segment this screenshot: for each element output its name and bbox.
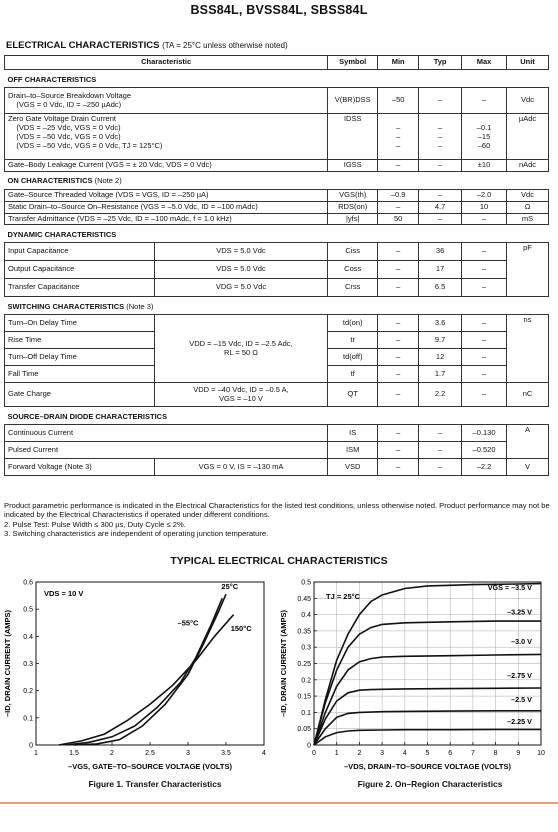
typ-value: –	[438, 122, 443, 132]
x-tick-label: 8	[493, 750, 498, 757]
unit-cell: mS	[507, 213, 549, 225]
min-cell: –	[378, 261, 419, 279]
cond-cell	[154, 315, 328, 383]
max-value: –60	[477, 140, 491, 150]
x-tick-label: 2	[357, 750, 362, 757]
typ-cell: 3.6	[419, 315, 462, 332]
typ-cell: –	[419, 442, 462, 459]
max-cell: –2.0	[462, 189, 507, 201]
y-tick-label: 0.1	[301, 709, 311, 717]
section-note: (Note 3)	[126, 301, 154, 311]
x-tick-label: 0	[312, 750, 316, 757]
table-row	[5, 213, 549, 225]
symbol-cell: |yfs|	[328, 213, 378, 225]
section-source-drain	[5, 407, 549, 425]
min-cell: –0.9	[378, 189, 419, 201]
char-cell: Pulsed Current	[5, 442, 328, 459]
table-row	[5, 442, 549, 459]
min-cell: –	[378, 349, 419, 366]
y-tick-label: 0.3	[301, 644, 311, 652]
series-label: –2.25 V	[507, 716, 532, 726]
table-row	[5, 189, 549, 201]
symbol-cell: VGS(th)	[328, 189, 378, 201]
max-cell: –2.2	[462, 459, 507, 476]
figure-1-caption: Figure 1. Transfer Characteristics	[88, 779, 222, 789]
min-cell: –	[378, 332, 419, 349]
notes	[4, 501, 552, 539]
x-tick-label: 1	[34, 750, 38, 757]
y-tick-label: 0.4	[23, 633, 33, 641]
char-cell	[5, 114, 328, 160]
max-cell: –0.520	[462, 442, 507, 459]
typ-cell: 12	[419, 349, 462, 366]
char-cell: Rise Time	[5, 332, 155, 349]
max-cell: –	[462, 261, 507, 279]
col-min: Min	[378, 56, 419, 70]
footer-rule	[0, 802, 558, 804]
symbol-cell: Crss	[328, 279, 378, 297]
section-title-text: SWITCHING CHARACTERISTICS	[7, 301, 125, 311]
min-cell: –	[378, 160, 419, 172]
page-title: BSS84L, BVSS84L, SBSS84L	[190, 3, 368, 17]
min-cell	[378, 114, 419, 160]
typ-cell: –	[419, 88, 462, 114]
typ-cell	[419, 114, 462, 160]
symbol-cell: tr	[328, 332, 378, 349]
series-label: 25°C	[221, 581, 239, 591]
series-label: VGS = –3.5 V	[487, 583, 532, 593]
unit-cell: Vdc	[507, 189, 549, 201]
min-cell: –	[378, 279, 419, 297]
section-title	[5, 171, 549, 189]
col-max: Max	[462, 56, 507, 70]
table-row	[5, 383, 549, 407]
char-cell: Static Drain–to–Source On–Resistance (VGS = –5.0 Vdc, ID = –100 mAdc)	[5, 201, 328, 213]
section-title: DYNAMIC CHARACTERISTICS	[5, 225, 549, 243]
col-characteristic: Characteristic	[5, 56, 328, 70]
char-cond: (VDS = –25 Vdc, VGS = 0 Vdc)	[16, 122, 121, 132]
typ-cell: –	[419, 425, 462, 442]
unit-cell: ns	[507, 315, 549, 383]
symbol-cell: IS	[328, 425, 378, 442]
typ-cell: 36	[419, 243, 462, 261]
cond-cell: VDS = 5.0 Vdc	[154, 261, 328, 279]
typ-cell: –	[419, 160, 462, 172]
x-tick-label: 3	[186, 750, 190, 757]
cond-line: RL = 50 Ω	[224, 347, 258, 357]
cond-cell: VDS = 5.0 Vdc	[154, 243, 328, 261]
section-off	[5, 70, 549, 88]
min-value: –	[396, 122, 401, 132]
y-tick-label: 0	[29, 742, 33, 750]
section-dynamic	[5, 225, 549, 243]
max-cell: –	[462, 315, 507, 332]
min-cell: –	[378, 442, 419, 459]
min-cell: –	[378, 315, 419, 332]
series-label: –3.25 V	[507, 607, 532, 617]
table-header	[5, 56, 549, 70]
cond-line: VGS = –10 V	[218, 393, 263, 403]
typ-value: –	[438, 140, 443, 150]
y-tick-label: 0.15	[297, 693, 311, 701]
unit-cell: nAdc	[507, 160, 549, 172]
table-row	[5, 459, 549, 476]
electrical-title-text: ELECTRICAL CHARACTERISTICS	[6, 40, 160, 51]
table-row	[5, 160, 549, 172]
figure-2-caption: Figure 2. On–Region Characteristics	[357, 779, 503, 789]
symbol-cell: ISM	[328, 442, 378, 459]
char-cell: Continuous Current	[5, 425, 328, 442]
electrical-condition: (TA = 25°C unless otherwise noted)	[162, 41, 288, 50]
char-cell: Output Capacitance	[5, 261, 155, 279]
on-region-chart	[278, 570, 558, 788]
symbol-cell: RDS(on)	[328, 201, 378, 213]
min-cell: –	[378, 383, 419, 407]
symbol-cell: Coss	[328, 261, 378, 279]
x-tick-label: 1.5	[69, 750, 79, 757]
symbol-cell: td(off)	[328, 349, 378, 366]
unit-cell: V	[507, 459, 549, 476]
y-tick-label: 0.45	[297, 595, 311, 603]
section-title: SOURCE–DRAIN DIODE CHARACTERISTICS	[5, 407, 549, 425]
series-line	[66, 598, 222, 745]
x-tick-label: 3	[380, 750, 385, 757]
char-name: Drain–to–Source Breakdown Voltage	[8, 90, 131, 100]
typ-value: –	[438, 131, 443, 141]
section-note: (Note 2)	[94, 176, 122, 186]
max-cell: –	[462, 349, 507, 366]
x-tick-label: 5	[425, 750, 430, 757]
max-cell: –	[462, 366, 507, 383]
section-switching	[5, 297, 549, 315]
symbol-cell: QT	[328, 383, 378, 407]
y-tick-label: 0.3	[23, 661, 33, 668]
y-tick-label: 0.5	[23, 606, 33, 614]
unit-cell: Ω	[507, 201, 549, 213]
min-cell: –	[378, 201, 419, 213]
min-cell: –50	[378, 88, 419, 114]
table-row	[5, 261, 549, 279]
min-cell: 50	[378, 213, 419, 225]
max-cell: –	[462, 243, 507, 261]
cond-cell: VDG = 5.0 Vdc	[154, 279, 328, 297]
x-axis-label: –VGS, GATE–TO–SOURCE VOLTAGE (VOLTS)	[68, 762, 232, 771]
y-tick-label: 0.1	[23, 715, 33, 723]
y-axis-label: –ID, DRAIN CURRENT (AMPS)	[279, 609, 288, 718]
typical-title: TYPICAL ELECTRICAL CHARACTERISTICS	[170, 555, 388, 567]
max-cell: ±10	[462, 160, 507, 172]
plot-frame	[36, 582, 264, 745]
char-cell: Turn–On Delay Time	[5, 315, 155, 332]
cond-line: VDD = –40 Vdc, ID = –0.5 A,	[193, 385, 289, 395]
x-tick-label: 1	[334, 750, 339, 757]
char-cond: (VDS = –50 Vdc, VGS = 0 Vdc, TJ = 125°C)	[16, 140, 163, 150]
y-tick-label: 0.25	[297, 661, 311, 668]
cond-cell: VGS = 0 V, IS = –130 mA	[154, 459, 328, 476]
max-cell: –	[462, 213, 507, 225]
max-cell: –	[462, 332, 507, 349]
char-cell: Gate–Body Leakage Current (VGS = ± 20 Vdc, VDS = 0 Vdc)	[5, 160, 328, 172]
series-label: –2.5 V	[511, 694, 532, 704]
typ-cell: 2.2	[419, 383, 462, 407]
unit-cell: nC	[507, 383, 549, 407]
x-tick-label: 4	[402, 750, 407, 757]
typ-cell: 6.5	[419, 279, 462, 297]
char-cond: (VDS = –50 Vdc, VGS = 0 Vdc)	[16, 131, 121, 141]
col-typ: Typ	[419, 56, 462, 70]
y-tick-label: 0.2	[23, 688, 33, 696]
annotation: TJ = 25°C	[326, 592, 361, 601]
min-cell: –	[378, 425, 419, 442]
series-label: –2.75 V	[507, 671, 532, 681]
note-3: 3. Switching characteristics are independent of operating junction temperature.	[4, 529, 269, 539]
max-cell: –	[462, 383, 507, 407]
cond-cell	[154, 383, 328, 407]
x-tick-label: 2	[110, 750, 114, 757]
section-title	[5, 297, 549, 315]
unit-cell: Vdc	[507, 88, 549, 114]
char-cell: Fall Time	[5, 366, 155, 383]
electrical-title	[6, 40, 288, 51]
typ-cell: 1.7	[419, 366, 462, 383]
max-cell: –	[462, 279, 507, 297]
symbol-cell: IGSS	[328, 160, 378, 172]
table-row	[5, 279, 549, 297]
unit-cell: A	[507, 425, 549, 459]
x-tick-label: 7	[470, 750, 475, 757]
table-row	[5, 243, 549, 261]
table-row	[5, 425, 549, 442]
series-label: 150°C	[230, 623, 252, 633]
symbol-cell: tf	[328, 366, 378, 383]
char-cell: Gate–Source Threaded Voltage (VDS = VGS, ID = –250 µA)	[5, 189, 328, 201]
max-value: –15	[477, 131, 491, 141]
char-cell: Transfer Admittance (VDS = –25 Vdc, ID = –100 mAdc, f = 1.0 kHz)	[5, 213, 328, 225]
typ-cell: 9.7	[419, 332, 462, 349]
note-parametric: Product parametric performance is indicated in the Electrical Characteristics for the listed test conditions, unless otherwise noted. Product performance may not be indicated by the Electrical Characteristics if operated under different conditions.	[4, 501, 550, 520]
max-value: –0.1	[476, 122, 492, 132]
y-axis-label: –ID, DRAIN CURRENT (AMPS)	[3, 609, 12, 718]
min-value: –	[396, 131, 401, 141]
section-title-text: ON CHARACTERISTICS	[7, 176, 93, 186]
char-cell: Transfer Capacitance	[5, 279, 155, 297]
char-cell: Input Capacitance	[5, 243, 155, 261]
char-cell	[5, 88, 328, 114]
typ-cell: –	[419, 189, 462, 201]
symbol-cell: Ciss	[328, 243, 378, 261]
transfer-chart	[0, 570, 278, 788]
typ-cell: 17	[419, 261, 462, 279]
section-title: OFF CHARACTERISTICS	[5, 70, 549, 88]
col-unit: Unit	[507, 56, 549, 70]
char-cell: Forward Voltage (Note 3)	[5, 459, 155, 476]
y-tick-label: 0.5	[301, 579, 311, 587]
typ-cell: –	[419, 213, 462, 225]
cond-line: VDD = –15 Vdc, ID = –2.5 Adc,	[189, 339, 293, 349]
table-row	[5, 88, 549, 114]
table-row	[5, 114, 549, 160]
char-cell: Gate Charge	[5, 383, 155, 407]
y-tick-label: 0.6	[23, 579, 33, 587]
table-row	[5, 315, 549, 332]
x-tick-label: 10	[537, 750, 545, 757]
x-tick-label: 3.5	[221, 750, 231, 757]
x-axis-label: –VDS, DRAIN–TO–SOURCE VOLTAGE (VOLTS)	[344, 762, 511, 771]
symbol-cell: VSD	[328, 459, 378, 476]
x-tick-label: 6	[448, 750, 453, 757]
section-on	[5, 171, 549, 189]
col-symbol: Symbol	[328, 56, 378, 70]
char-cell: Turn–Off Delay Time	[5, 349, 155, 366]
electrical-table	[4, 55, 549, 476]
min-cell: –	[378, 243, 419, 261]
y-tick-label: 0.2	[301, 677, 311, 685]
max-cell	[462, 114, 507, 160]
min-value: –	[396, 140, 401, 150]
max-cell: 10	[462, 201, 507, 213]
min-cell: –	[378, 459, 419, 476]
typ-cell: –	[419, 459, 462, 476]
y-tick-label: 0.35	[297, 628, 311, 636]
symbol-cell: td(on)	[328, 315, 378, 332]
char-cond: (VGS = 0 Vdc, ID = –250 µAdc)	[16, 99, 122, 109]
y-tick-label: 0.4	[301, 612, 311, 620]
table-row	[5, 201, 549, 213]
symbol-cell: IDSS	[328, 114, 378, 160]
unit-cell: pF	[507, 243, 549, 297]
typ-cell: 4.7	[419, 201, 462, 213]
unit-cell: µAdc	[507, 114, 549, 160]
note-2: 2. Pulse Test: Pulse Width ≤ 300 µs, Duty Cycle ≤ 2%.	[4, 519, 186, 529]
max-cell: –	[462, 88, 507, 114]
series-label: –55°C	[177, 618, 199, 628]
x-tick-label: 9	[516, 750, 521, 757]
max-cell: –0.130	[462, 425, 507, 442]
char-name: Zero Gate Voltage Drain Current	[8, 114, 116, 123]
series-label: –3.0 V	[511, 636, 532, 646]
symbol-cell: V(BR)DSS	[328, 88, 378, 114]
x-tick-label: 4	[262, 750, 266, 757]
min-cell: –	[378, 366, 419, 383]
series-line	[74, 594, 226, 745]
annotation: VDS = 10 V	[44, 589, 84, 598]
y-tick-label: 0	[307, 742, 311, 750]
x-tick-label: 2.5	[145, 750, 155, 757]
y-tick-label: 0.05	[297, 726, 311, 734]
